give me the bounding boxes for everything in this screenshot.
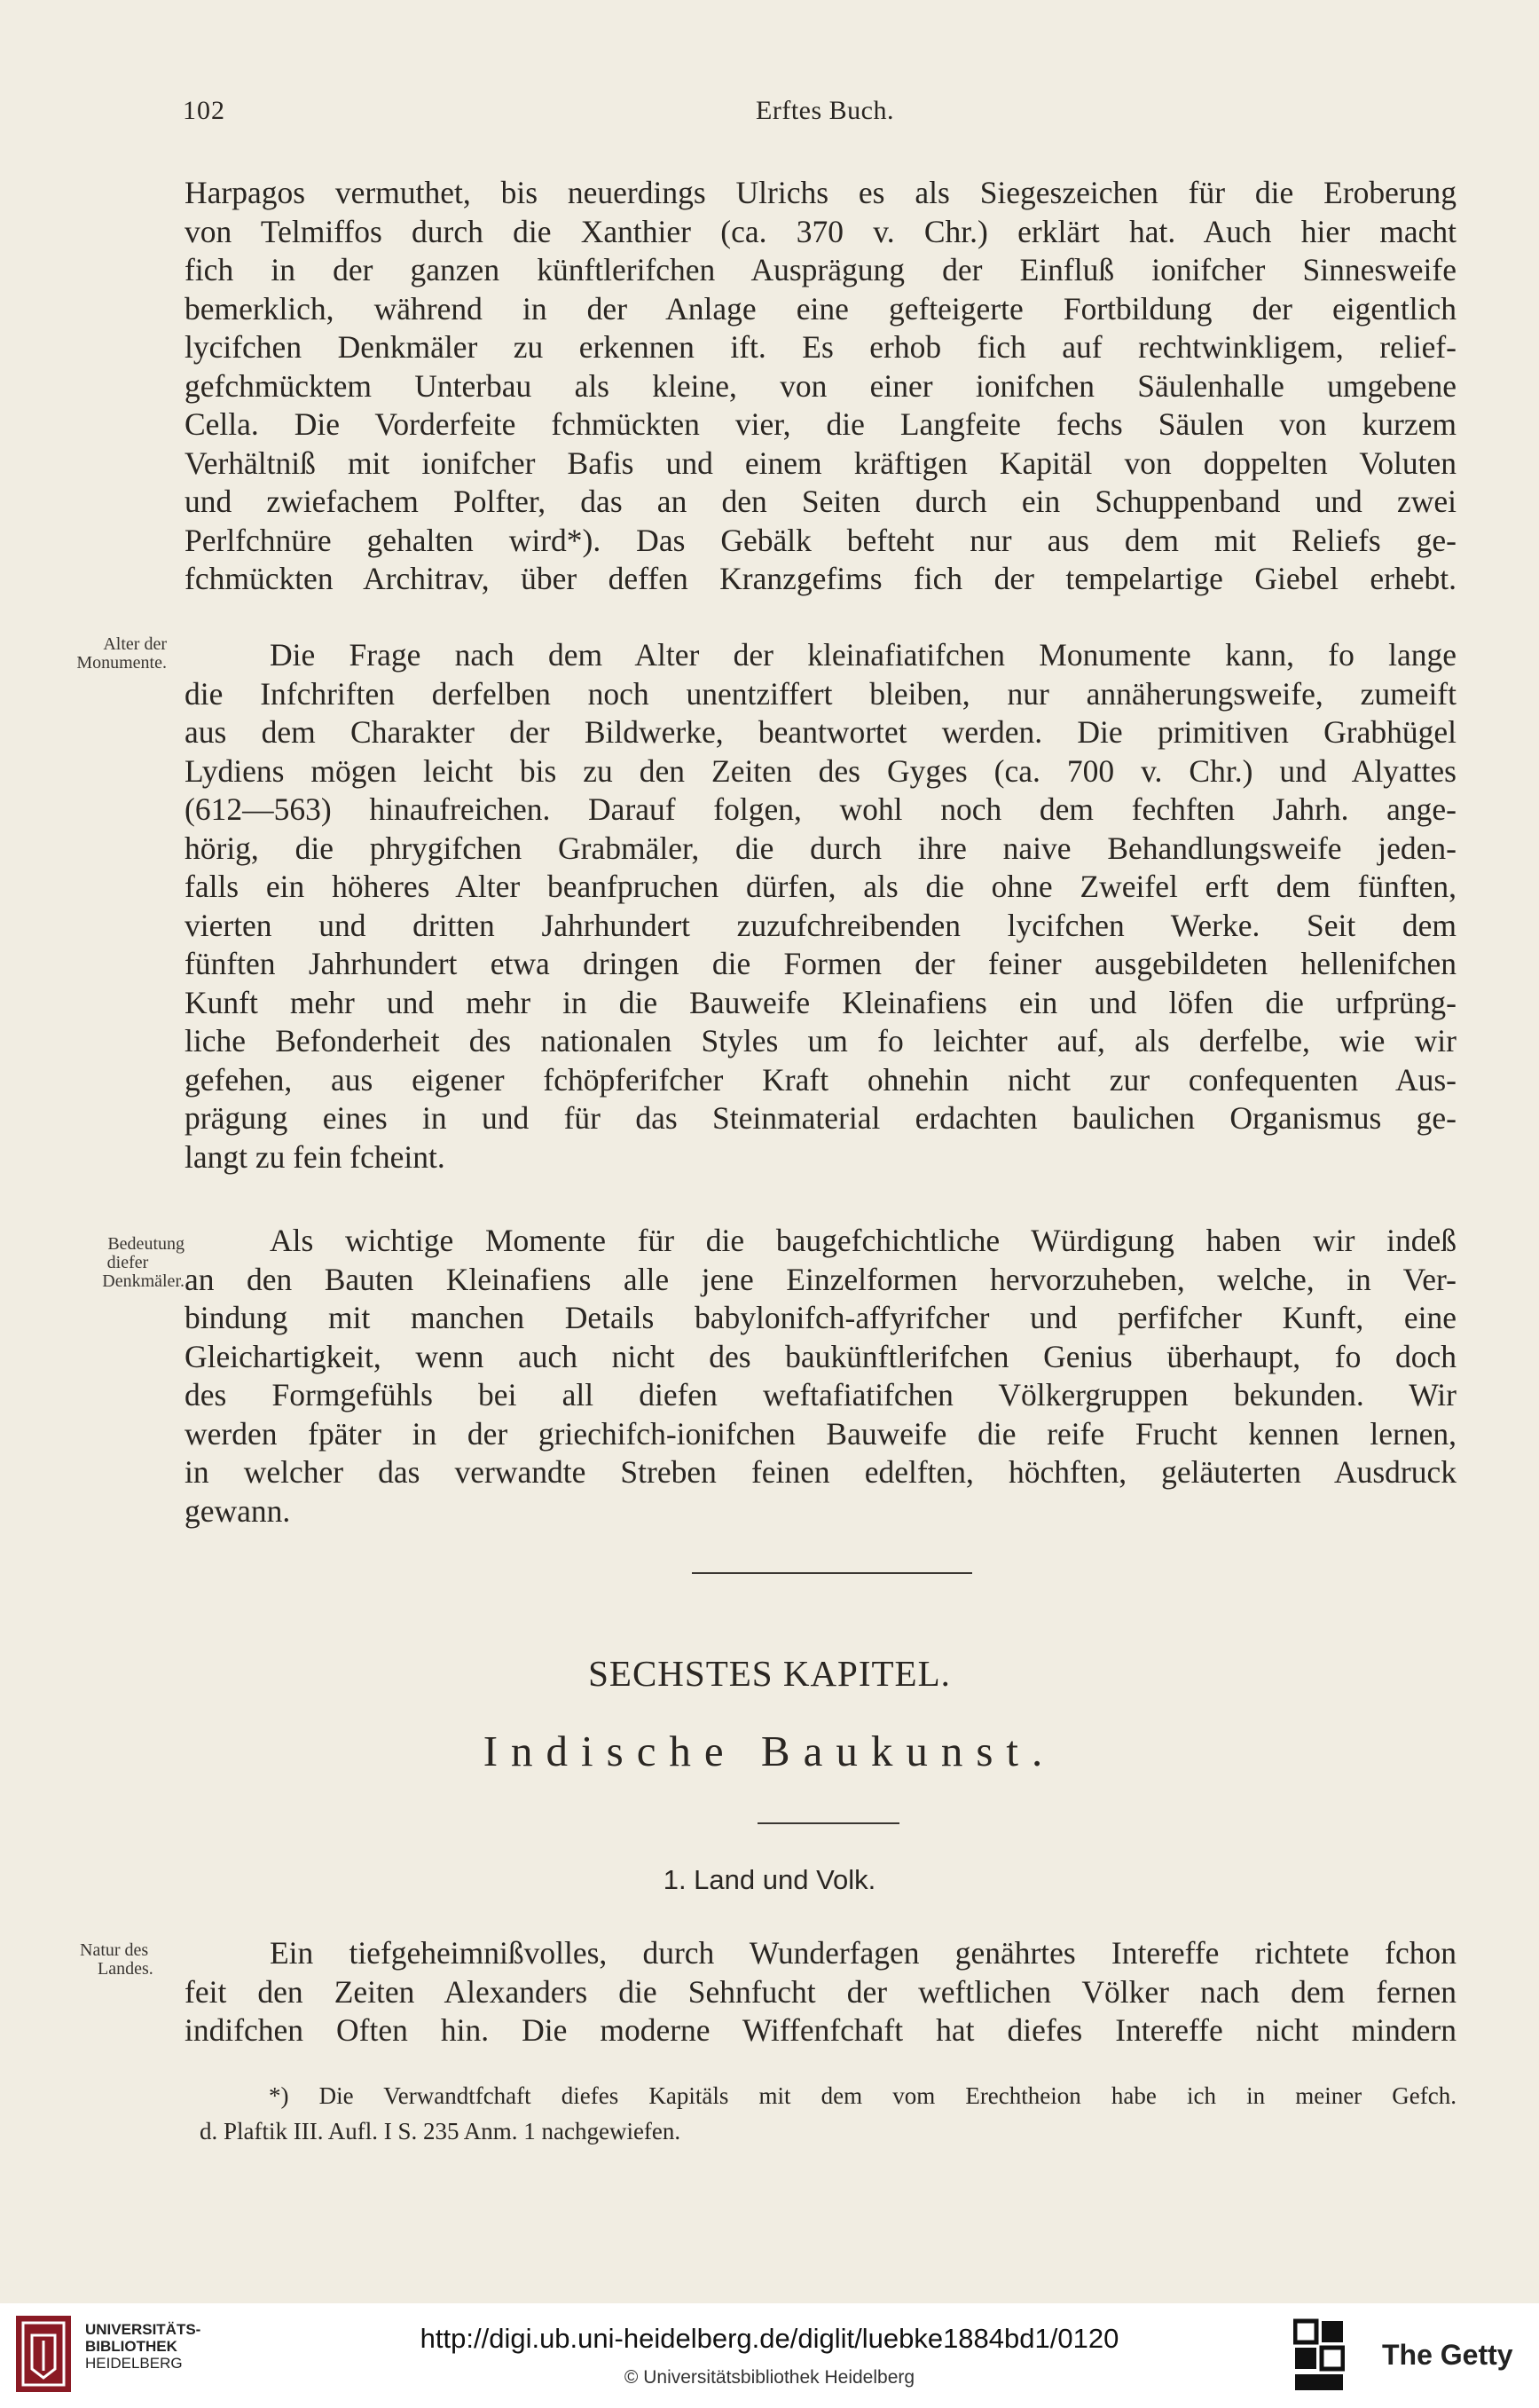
running-title: Erftes Buch.	[756, 96, 894, 125]
text-line: Lydiens mögen leicht bis zu den Zeiten des Gyges (ca. 700 v. Chr.) und Alyattes	[185, 752, 1457, 789]
margin-note-line: diefer	[106, 1253, 149, 1272]
text-line: die Infchriften derfelben noch unentziffert bleiben, nur annäherungsweife, zumeift	[185, 675, 1457, 712]
paragraph-3	[185, 1222, 1457, 1531]
paragraph-4	[185, 1934, 1457, 2050]
page-number: 102	[183, 96, 225, 125]
text-line: gefehen, aus eigener fchöpferifcher Kraft ohnehin nicht zur confequenten Aus-	[185, 1061, 1457, 1098]
text-line: fünften Jahrhundert etwa dringen die Formen der feiner ausgebildeten hellenifchen	[185, 946, 1457, 981]
digitization-footer	[0, 2303, 1539, 2408]
text-line: aus dem Charakter der Bildwerke, beantwortet werden. Die primitiven Grabhügel	[185, 714, 1457, 750]
text-line: falls ein höheres Alter beanfpruchen dürfen, als die ohne Zweifel erft dem fünften,	[185, 869, 1457, 904]
copyright-notice: © Universitätsbibliothek Heidelberg	[624, 2367, 915, 2388]
text-line: an den Bauten Kleinafiens alle jene Einzelformen hervorzuheben, welche, in Ver-	[185, 1261, 1457, 1297]
text-line: Als wichtige Momente für die baugefchichtliche Würdigung haben wir indeß	[270, 1223, 1457, 1258]
text-line: Harpagos vermuthet, bis neuerdings Ulrichs es als Siegeszeichen für die Eroberung	[185, 175, 1457, 210]
library-name-line: BIBLIOTHEK	[85, 2338, 177, 2355]
text-line: des Formgefühls bei all diefen weftafiatifchen Völkergruppen bekunden. Wir	[185, 1377, 1457, 1413]
chapter-title: Indische Baukunst.	[483, 1727, 1056, 1775]
text-line: Cella. Die Vorderfeite fchmückten vier, die Langfeite fechs Säulen von kurzem	[185, 406, 1457, 442]
text-line: prägung eines in und für das Steinmaterial erdachten baulichen Organismus ge-	[185, 1100, 1457, 1136]
margin-note-line: Bedeutung	[107, 1234, 185, 1254]
margin-note-line: Landes.	[98, 1959, 153, 1979]
text-line: Gleichartigkeit, wenn auch nicht des baukünftlerifchen Genius überhaupt, fo doch	[185, 1338, 1457, 1374]
margin-note-bedeutung	[35, 1235, 185, 1291]
text-line: Verhältniß mit ionifcher Bafis und einem kräftigen Kapitäl von doppelten Voluten	[185, 445, 1457, 481]
margin-note-line: Natur des	[80, 1940, 149, 1960]
text-line: Ein tiefgeheimnißvolles, durch Wunderfagen genährtes Intereffe richtete fchon	[270, 1935, 1457, 1971]
text-line: bemerklich, während in der Anlage eine gefteigerte Fortbildung der eigentlich	[185, 290, 1457, 327]
text-line: lycifchen Denkmäler zu erkennen ift. Es erhob fich auf rechtwinkligem, relief-	[185, 329, 1457, 365]
paragraph-2	[185, 636, 1457, 1176]
text-line: werden fpäter in der griechifch-ionifchen Bauweife die reife Frucht kennen lernen,	[185, 1415, 1457, 1452]
text-line: bindung mit manchen Details babylonifch-affyrifcher und perfifcher Kunft, eine	[185, 1300, 1457, 1335]
library-name-line: HEIDELBERG	[85, 2355, 183, 2372]
section-heading: 1. Land und Volk.	[663, 1864, 876, 1895]
permalink-url[interactable]: http://digi.ub.uni-heidelberg.de/diglit/luebke1884bd1/0120	[420, 2323, 1119, 2354]
text-line: vierten und dritten Jahrhundert zuzufchreibenden lycifchen Werke. Seit dem	[185, 907, 1457, 943]
text-line: langt zu fein fcheint.	[185, 1138, 445, 1175]
text-line: feit den Zeiten Alexanders die Sehnfucht der weftlichen Völker nach dem fernen	[185, 1973, 1457, 2010]
margin-note-alter	[43, 635, 167, 673]
text-line: Die Frage nach dem Alter der kleinafiatifchen Monumente kann, fo lange	[270, 637, 1457, 673]
section-divider	[692, 1572, 972, 1574]
footnote	[200, 2078, 1457, 2149]
paragraph-1	[185, 174, 1457, 599]
text-line: Perlfchnüre gehalten wird*). Das Gebälk befteht nur aus dem mit Reliefs ge-	[185, 522, 1457, 558]
text-line: (612—563) hinaufreichen. Darauf folgen, wohl noch dem fechften Jahrh. ange-	[185, 791, 1457, 827]
footnote-line: *) Die Verwandtfchaft diefes Kapitäls mit dem vom Erechtheion habe ich in meiner Gefch.	[269, 2082, 1457, 2109]
getty-logo-icon	[1293, 2318, 1345, 2394]
text-line: gefchmücktem Unterbau als kleine, von einer ionifchen Säulenhalle umgebene	[185, 367, 1457, 404]
text-line: indifchen Often hin. Die moderne Wiffenfchaft hat diefes Intereffe nicht mindern	[185, 2012, 1457, 2048]
text-line: liche Befonderheit des nationalen Styles um fo leichter auf, als derfelbe, wie wir	[185, 1023, 1457, 1058]
margin-note-natur	[43, 1941, 185, 1979]
text-line: fchmückten Architrav, über deffen Kranzgefims fich der tempelartige Giebel erhebt.	[185, 561, 1457, 596]
margin-note-line: Denkmäler.	[102, 1271, 185, 1291]
text-line: hörig, die phrygifchen Grabmäler, die durch ihre naive Behandlungsweife jeden-	[185, 830, 1457, 866]
margin-note-line: Monumente.	[76, 653, 167, 673]
getty-label: The Getty	[1382, 2339, 1513, 2371]
text-line: von Telmiffos durch die Xanthier (ca. 370 v. Chr.) erklärt hat. Auch hier macht	[185, 213, 1457, 249]
text-line: gewann.	[185, 1492, 291, 1529]
library-name-line: UNIVERSITÄTS-	[85, 2321, 201, 2338]
chapter-number: SECHSTES KAPITEL.	[588, 1653, 951, 1694]
footnote-line: d. Plaftik III. Aufl. I S. 235 Anm. 1 nachgewiefen.	[200, 2118, 681, 2144]
chapter-divider	[758, 1822, 899, 1824]
margin-note-line: Alter der	[103, 634, 167, 654]
text-line: und zwiefachem Polfter, das an den Seiten durch ein Schuppenband und zwei	[185, 484, 1457, 519]
text-line: Kunft mehr und mehr in die Bauweife Kleinafiens ein und löfen die urfprüng-	[185, 984, 1457, 1020]
text-line: fich in der ganzen künftlerifchen Ausprägung der Einfluß ionifcher Sinnesweife	[185, 252, 1457, 287]
text-line: in welcher das verwandte Streben feinen edelften, höchften, geläuterten Ausdruck	[185, 1454, 1457, 1490]
